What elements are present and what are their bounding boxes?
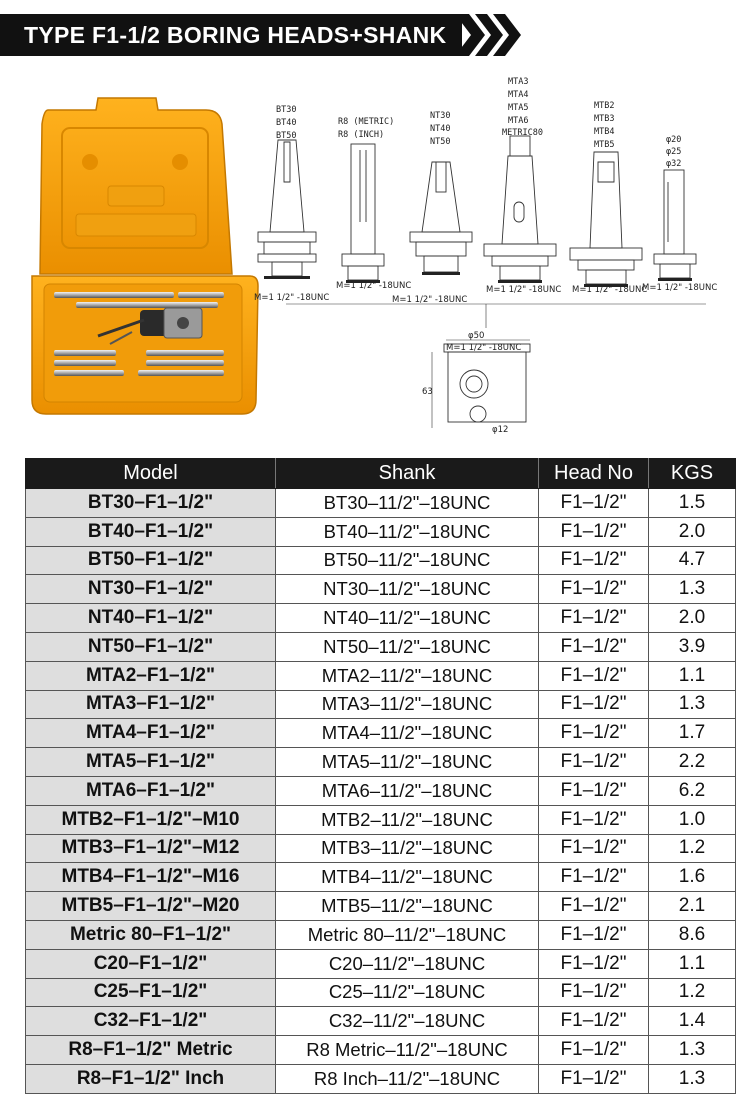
kgs-cell: 2.2 <box>649 748 736 777</box>
kgs-cell: 8.6 <box>649 920 736 949</box>
head-no-cell: F1–1/2" <box>539 690 649 719</box>
head-no-cell: F1–1/2" <box>539 776 649 805</box>
label-nt40: NT40 <box>430 124 451 134</box>
shank-cell: NT30–11/2"–18UNC <box>276 575 539 604</box>
shank-cell: R8 Inch–11/2"–18UNC <box>276 1064 539 1093</box>
shank-cell: MTA5–11/2"–18UNC <box>276 748 539 777</box>
label-dia25: φ25 <box>666 147 682 157</box>
table-row <box>26 863 736 892</box>
head-no-cell: F1–1/2" <box>539 661 649 690</box>
kgs-cell: 1.2 <box>649 978 736 1007</box>
header-kgs: KGS <box>649 459 736 489</box>
label-mta3: MTA3 <box>508 77 529 87</box>
kgs-cell: 1.2 <box>649 834 736 863</box>
head-no-cell: F1–1/2" <box>539 892 649 921</box>
table-row <box>26 661 736 690</box>
thread-label-mta: M=1 1/2" -18UNC <box>486 285 562 295</box>
table-row <box>26 1064 736 1093</box>
kgs-cell: 1.7 <box>649 719 736 748</box>
spec-table <box>25 458 736 1094</box>
kgs-cell: 2.1 <box>649 892 736 921</box>
model-cell: MTA5–F1–1/2" <box>26 748 276 777</box>
head-no-cell: F1–1/2" <box>539 805 649 834</box>
model-cell: R8–F1–1/2" Metric <box>26 1036 276 1065</box>
thread-label-nt: M=1 1/2" -18UNC <box>392 295 468 305</box>
model-cell: MTB3–F1–1/2"–M12 <box>26 834 276 863</box>
label-mtb3: MTB3 <box>594 114 615 124</box>
model-cell: MTA4–F1–1/2" <box>26 719 276 748</box>
model-cell: C25–F1–1/2" <box>26 978 276 1007</box>
model-cell: BT40–F1–1/2" <box>26 517 276 546</box>
head-no-cell: F1–1/2" <box>539 517 649 546</box>
head-no-cell: F1–1/2" <box>539 834 649 863</box>
head-no-cell: F1–1/2" <box>539 949 649 978</box>
head-no-cell: F1–1/2" <box>539 748 649 777</box>
label-mta4: MTA4 <box>508 90 529 100</box>
label-bt40: BT40 <box>276 118 297 128</box>
label-mta5: MTA5 <box>508 103 529 113</box>
chevrons-icon <box>455 14 525 56</box>
shank-cell: NT50–11/2"–18UNC <box>276 632 539 661</box>
table-row <box>26 776 736 805</box>
shank-cell: C25–11/2"–18UNC <box>276 978 539 1007</box>
label-mtb2: MTB2 <box>594 101 615 111</box>
head-no-cell: F1–1/2" <box>539 489 649 518</box>
shank-cell: MTA4–11/2"–18UNC <box>276 719 539 748</box>
head-no-cell: F1–1/2" <box>539 863 649 892</box>
kgs-cell: 1.3 <box>649 1064 736 1093</box>
kgs-cell: 6.2 <box>649 776 736 805</box>
table-row <box>26 978 736 1007</box>
head-no-cell: F1–1/2" <box>539 1036 649 1065</box>
model-cell: Metric 80–F1–1/2" <box>26 920 276 949</box>
kgs-cell: 1.6 <box>649 863 736 892</box>
kgs-cell: 2.0 <box>649 517 736 546</box>
kgs-cell: 1.0 <box>649 805 736 834</box>
label-mta6: MTA6 <box>508 116 529 126</box>
table-row <box>26 719 736 748</box>
table-row <box>26 748 736 777</box>
model-cell: MTA6–F1–1/2" <box>26 776 276 805</box>
model-cell: MTB5–F1–1/2"–M20 <box>26 892 276 921</box>
model-cell: NT50–F1–1/2" <box>26 632 276 661</box>
table-row <box>26 546 736 575</box>
label-mtb4: MTB4 <box>594 127 615 137</box>
table-row <box>26 920 736 949</box>
table-row <box>26 1007 736 1036</box>
page-title: TYPE F1-1/2 BORING HEADS+SHANK <box>24 22 447 48</box>
shank-cell: MTA6–11/2"–18UNC <box>276 776 539 805</box>
model-cell: BT30–F1–1/2" <box>26 489 276 518</box>
head-height-label: 63 <box>422 387 433 397</box>
thread-label-mtb: M=1 1/2" -18UNC <box>572 285 648 295</box>
shank-cell: Metric 80–11/2"–18UNC <box>276 920 539 949</box>
thread-label-r8: M=1 1/2" -18UNC <box>336 281 412 291</box>
label-nt30: NT30 <box>430 111 451 121</box>
model-cell: MTA2–F1–1/2" <box>26 661 276 690</box>
shank-cell: NT40–11/2"–18UNC <box>276 604 539 633</box>
shank-cell: BT50–11/2"–18UNC <box>276 546 539 575</box>
shank-cell: BT40–11/2"–18UNC <box>276 517 539 546</box>
model-cell: R8–F1–1/2" Inch <box>26 1064 276 1093</box>
model-cell: C32–F1–1/2" <box>26 1007 276 1036</box>
product-case-image <box>28 88 260 420</box>
kgs-cell: 3.9 <box>649 632 736 661</box>
kgs-cell: 1.1 <box>649 949 736 978</box>
label-dia20: φ20 <box>666 135 682 145</box>
head-no-cell: F1–1/2" <box>539 575 649 604</box>
head-thread-label: M=1 1/2" -18UNC <box>446 343 522 353</box>
label-mtb5: MTB5 <box>594 140 615 150</box>
shank-cell: MTB4–11/2"–18UNC <box>276 863 539 892</box>
table-row <box>26 892 736 921</box>
head-no-cell: F1–1/2" <box>539 546 649 575</box>
table-row <box>26 834 736 863</box>
model-cell: NT40–F1–1/2" <box>26 604 276 633</box>
shank-cell: C32–11/2"–18UNC <box>276 1007 539 1036</box>
head-no-cell: F1–1/2" <box>539 1064 649 1093</box>
label-r8-inch: R8 (INCH) <box>338 130 385 140</box>
title-banner <box>0 14 500 56</box>
shank-cell: MTB3–11/2"–18UNC <box>276 834 539 863</box>
head-no-cell: F1–1/2" <box>539 719 649 748</box>
label-dia32: φ32 <box>666 159 682 169</box>
header-model: Model <box>26 459 276 489</box>
shank-cell: C20–11/2"–18UNC <box>276 949 539 978</box>
head-dia-label: φ50 <box>468 331 485 341</box>
head-no-cell: F1–1/2" <box>539 978 649 1007</box>
model-cell: BT50–F1–1/2" <box>26 546 276 575</box>
table-row <box>26 805 736 834</box>
head-no-cell: F1–1/2" <box>539 920 649 949</box>
label-bt50: BT50 <box>276 131 297 141</box>
model-cell: MTA3–F1–1/2" <box>26 690 276 719</box>
shank-cell: MTA3–11/2"–18UNC <box>276 690 539 719</box>
shank-cell: MTA2–11/2"–18UNC <box>276 661 539 690</box>
model-cell: MTB2–F1–1/2"–M10 <box>26 805 276 834</box>
thread-label-straight: M=1 1/2" -18UNC <box>642 283 718 293</box>
model-cell: C20–F1–1/2" <box>26 949 276 978</box>
model-cell: MTB4–F1–1/2"–M16 <box>26 863 276 892</box>
shank-technical-drawing <box>246 72 746 442</box>
table-row <box>26 632 736 661</box>
kgs-cell: 1.4 <box>649 1007 736 1036</box>
thread-label-bt: M=1 1/2" -18UNC <box>254 293 330 303</box>
label-bt30: BT30 <box>276 105 297 115</box>
header-shank: Shank <box>276 459 539 489</box>
kgs-cell: 1.3 <box>649 1036 736 1065</box>
kgs-cell: 1.5 <box>649 489 736 518</box>
head-no-cell: F1–1/2" <box>539 632 649 661</box>
kgs-cell: 2.0 <box>649 604 736 633</box>
shank-cell: R8 Metric–11/2"–18UNC <box>276 1036 539 1065</box>
shank-cell: MTB5–11/2"–18UNC <box>276 892 539 921</box>
bore-dia-label: φ12 <box>492 425 509 435</box>
shank-cell: BT30–11/2"–18UNC <box>276 489 539 518</box>
kgs-cell: 1.3 <box>649 575 736 604</box>
table-row <box>26 604 736 633</box>
table-header-row <box>26 459 736 489</box>
table-row <box>26 489 736 518</box>
head-no-cell: F1–1/2" <box>539 1007 649 1036</box>
kgs-cell: 1.3 <box>649 690 736 719</box>
table-row <box>26 517 736 546</box>
label-nt50: NT50 <box>430 137 451 147</box>
model-cell: NT30–F1–1/2" <box>26 575 276 604</box>
head-no-cell: F1–1/2" <box>539 604 649 633</box>
table-row <box>26 1036 736 1065</box>
kgs-cell: 1.1 <box>649 661 736 690</box>
shank-cell: MTB2–11/2"–18UNC <box>276 805 539 834</box>
table-row <box>26 575 736 604</box>
header-head-no: Head No <box>539 459 649 489</box>
table-row <box>26 690 736 719</box>
label-metric80: METRIC80 <box>502 128 543 138</box>
label-r8-metric: R8 (METRIC) <box>338 117 395 127</box>
kgs-cell: 4.7 <box>649 546 736 575</box>
table-row <box>26 949 736 978</box>
